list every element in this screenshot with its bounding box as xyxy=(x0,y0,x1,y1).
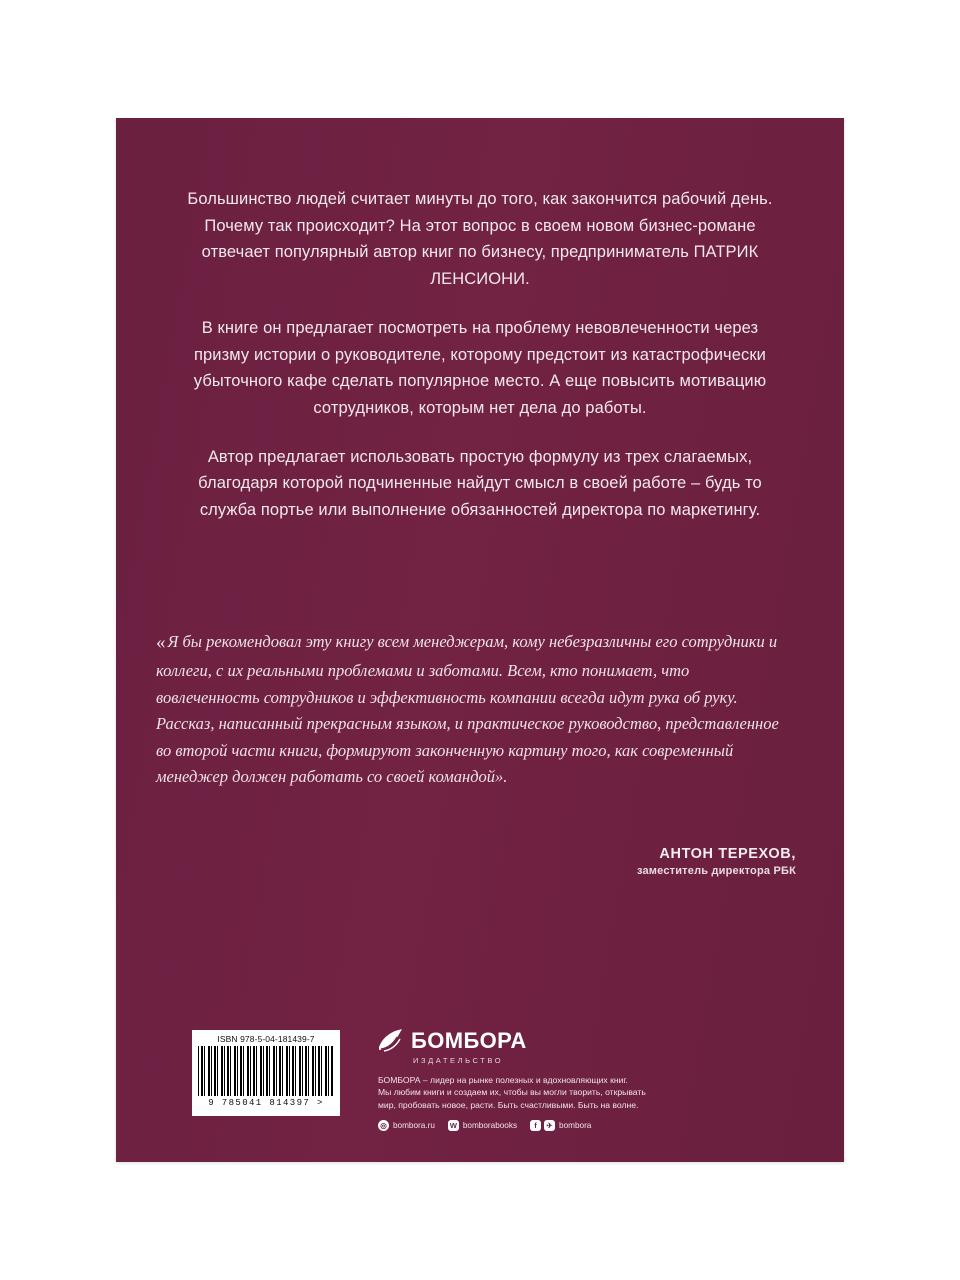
vk-icon: W xyxy=(449,1121,457,1131)
blurb-paragraph-1: Большинство людей считает минуты до того, как закончится рабочий день. Почему так происходит? На этот вопрос в своем новом бизнес-романе отвечает популярный автор книг по бизнесу, предприниматель ПАТРИК ЛЕНСИОНИ. xyxy=(187,190,773,289)
publisher-subtitle: ИЗДАТЕЛЬСТВО xyxy=(413,1056,504,1065)
publisher-description-line-2: Мы любим книги и создаем их, чтобы вы могли творить, открывать xyxy=(378,1087,646,1098)
barcode-digits: 9 785041 814397 > xyxy=(208,1098,324,1109)
facebook-telegram-icon xyxy=(530,1120,555,1131)
book-back-cover xyxy=(116,118,844,1162)
barcode-bars xyxy=(198,1046,334,1096)
quote-text: Я бы рекомендовал эту книгу всем менеджерам, кому небезразличны его сотрудники и коллеги, с их реальными проблемами и заботами. Всем, кто понимает, что вовлеченность сотрудников и эффективность компании всегда идут рука об руку. Рассказ, написанный прекрасным языком, и практическое руководство, представленное во второй части книги, формируют законченную картину того, как современный менеджер должен работать со своей командой». xyxy=(156,632,779,786)
social-link-vk[interactable] xyxy=(448,1120,517,1131)
telegram-icon: ✈ xyxy=(544,1120,555,1131)
cover-footer xyxy=(116,1008,844,1162)
instagram-icon: ◎ xyxy=(378,1120,389,1131)
publisher-description xyxy=(378,1074,708,1111)
social-label-instagram: bombora.ru xyxy=(393,1121,435,1131)
publisher-name: БОМБОРА xyxy=(411,1028,527,1053)
blurb-paragraph-3: Автор предлагает использовать простую формулу из трех слагаемых, благодаря которой подчиненные найдут смысл в своей работе – будь то служба портье или выполнение обязанностей директора по маркетингу. xyxy=(198,447,762,520)
barcode xyxy=(192,1030,340,1116)
review-quote xyxy=(156,628,796,790)
publisher-description-line-1: БОМБОРА – лидер на рынке полезных и вдохновляющих книг. xyxy=(378,1075,628,1085)
quote-attribution xyxy=(376,846,796,877)
bombora-mark-icon xyxy=(378,1028,404,1054)
social-label-vk: bomborabooks xyxy=(462,1121,518,1131)
quote-author-name: АНТОН ТЕРЕХОВ, xyxy=(659,846,796,862)
quote-open-mark: « xyxy=(156,632,166,653)
publisher-block xyxy=(378,1028,778,1131)
publisher-description-line-3: мир, пробовать новое, расти. Быть счастливыми. Быть на волне. xyxy=(378,1099,639,1110)
facebook-icon: f xyxy=(530,1120,541,1131)
social-link-instagram[interactable] xyxy=(378,1120,435,1131)
blurb-paragraph-2: В книге он предлагает посмотреть на проблему невовлеченности через призму истории о руководителе, которому предстоит из катастрофически убыточного кафе сделать популярное место. А еще повысить мотивацию сотрудников, которым нет дела до работы. xyxy=(193,318,767,418)
social-label-bombora: bombora xyxy=(559,1121,592,1131)
publisher-logo xyxy=(378,1028,778,1054)
social-link-bombora[interactable] xyxy=(530,1120,591,1131)
isbn-text: ISBN 978-5-04-181439-7 xyxy=(217,1034,315,1044)
quote-author-role: заместитель директора РБК xyxy=(636,865,796,877)
social-links xyxy=(378,1120,778,1131)
blurb-section xyxy=(174,186,786,524)
